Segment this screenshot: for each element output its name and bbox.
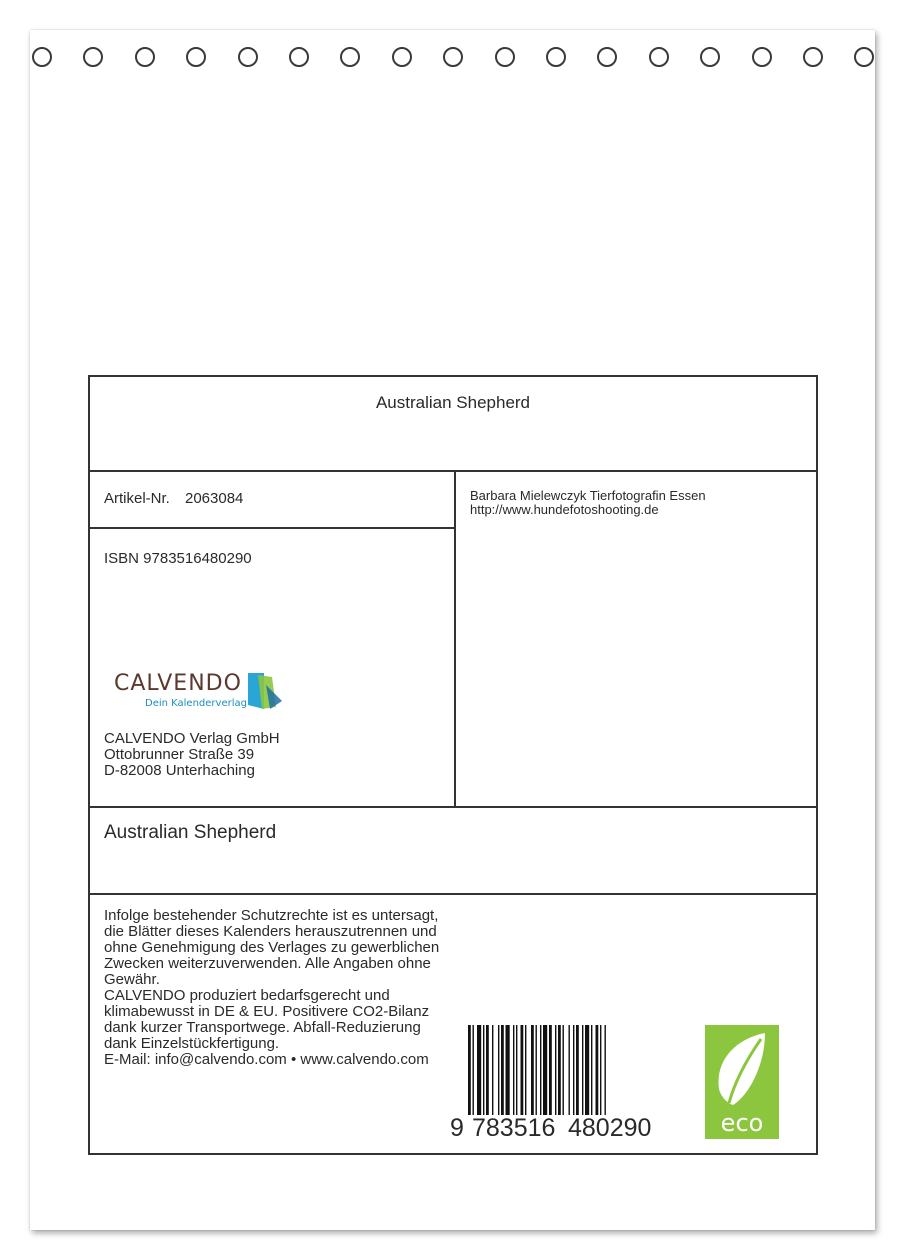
divider <box>90 527 454 529</box>
barcode-digit-first: 9 <box>450 1114 464 1142</box>
info-frame <box>88 375 818 1155</box>
divider <box>90 470 816 472</box>
publisher-city: D-82008 Unterhaching <box>104 762 255 779</box>
calvendo-mark-icon <box>246 671 284 711</box>
barcode-digits-mid: 783516 <box>472 1114 556 1142</box>
spiral-hole <box>186 47 206 67</box>
divider <box>90 806 816 808</box>
barcode <box>468 1025 658 1115</box>
photographer-name: Barbara Mielewczyk Tierfotografin Essen <box>470 488 706 503</box>
spiral-hole <box>135 47 155 67</box>
artikel-number: 2063084 <box>185 490 244 507</box>
eco-badge <box>705 1025 779 1139</box>
barcode-digits-last: 480290 <box>568 1114 652 1142</box>
logo-brand: CALVENDO <box>114 671 242 696</box>
spiral-hole <box>649 47 669 67</box>
legal-text: Infolge bestehender Schutzrechte ist es untersagt, die Blätter dieses Kalenders herauszutrennen und ohne Genehmigung des Verlages zu gewerblichen Zwecken weiterzuverwenden. Alle Angaben ohne Gewähr. CALVENDO produziert bedarfsgerecht und klimabewusst in DE & EU. Positivere CO2-Bilanz dank kurzer Transportwege. Abfall-Reduzierung dank Einzelstückfertigung. E-Mail: info@calvendo.com • www.calvendo.com <box>104 907 440 1068</box>
spiral-hole <box>238 47 258 67</box>
spiral-binding <box>0 0 905 90</box>
spiral-hole <box>392 47 412 67</box>
divider <box>90 893 816 895</box>
page-title: Australian Shepherd <box>375 393 531 412</box>
artikel-label: Artikel-Nr. <box>104 490 170 507</box>
publisher-name: CALVENDO Verlag GmbH <box>104 730 280 747</box>
spiral-hole <box>83 47 103 67</box>
spiral-hole <box>32 47 52 67</box>
isbn: ISBN 9783516480290 <box>104 550 252 567</box>
spiral-hole <box>854 47 874 67</box>
spiral-hole <box>443 47 463 67</box>
spiral-hole <box>289 47 309 67</box>
spiral-hole <box>495 47 515 67</box>
spiral-hole <box>752 47 772 67</box>
logo-tagline: Dein Kalenderverlag <box>145 698 247 709</box>
subtitle: Australian Shepherd <box>104 822 277 843</box>
divider <box>454 470 456 806</box>
spiral-hole <box>340 47 360 67</box>
spiral-hole <box>803 47 823 67</box>
publisher-street: Ottobrunner Straße 39 <box>104 746 255 763</box>
spiral-hole <box>700 47 720 67</box>
calvendo-logo <box>114 671 294 719</box>
spiral-hole <box>597 47 617 67</box>
spiral-hole <box>546 47 566 67</box>
eco-label: eco <box>720 1109 764 1137</box>
photographer-url: http://www.hundefotoshooting.de <box>470 502 659 517</box>
eco-leaf-icon <box>705 1025 779 1111</box>
